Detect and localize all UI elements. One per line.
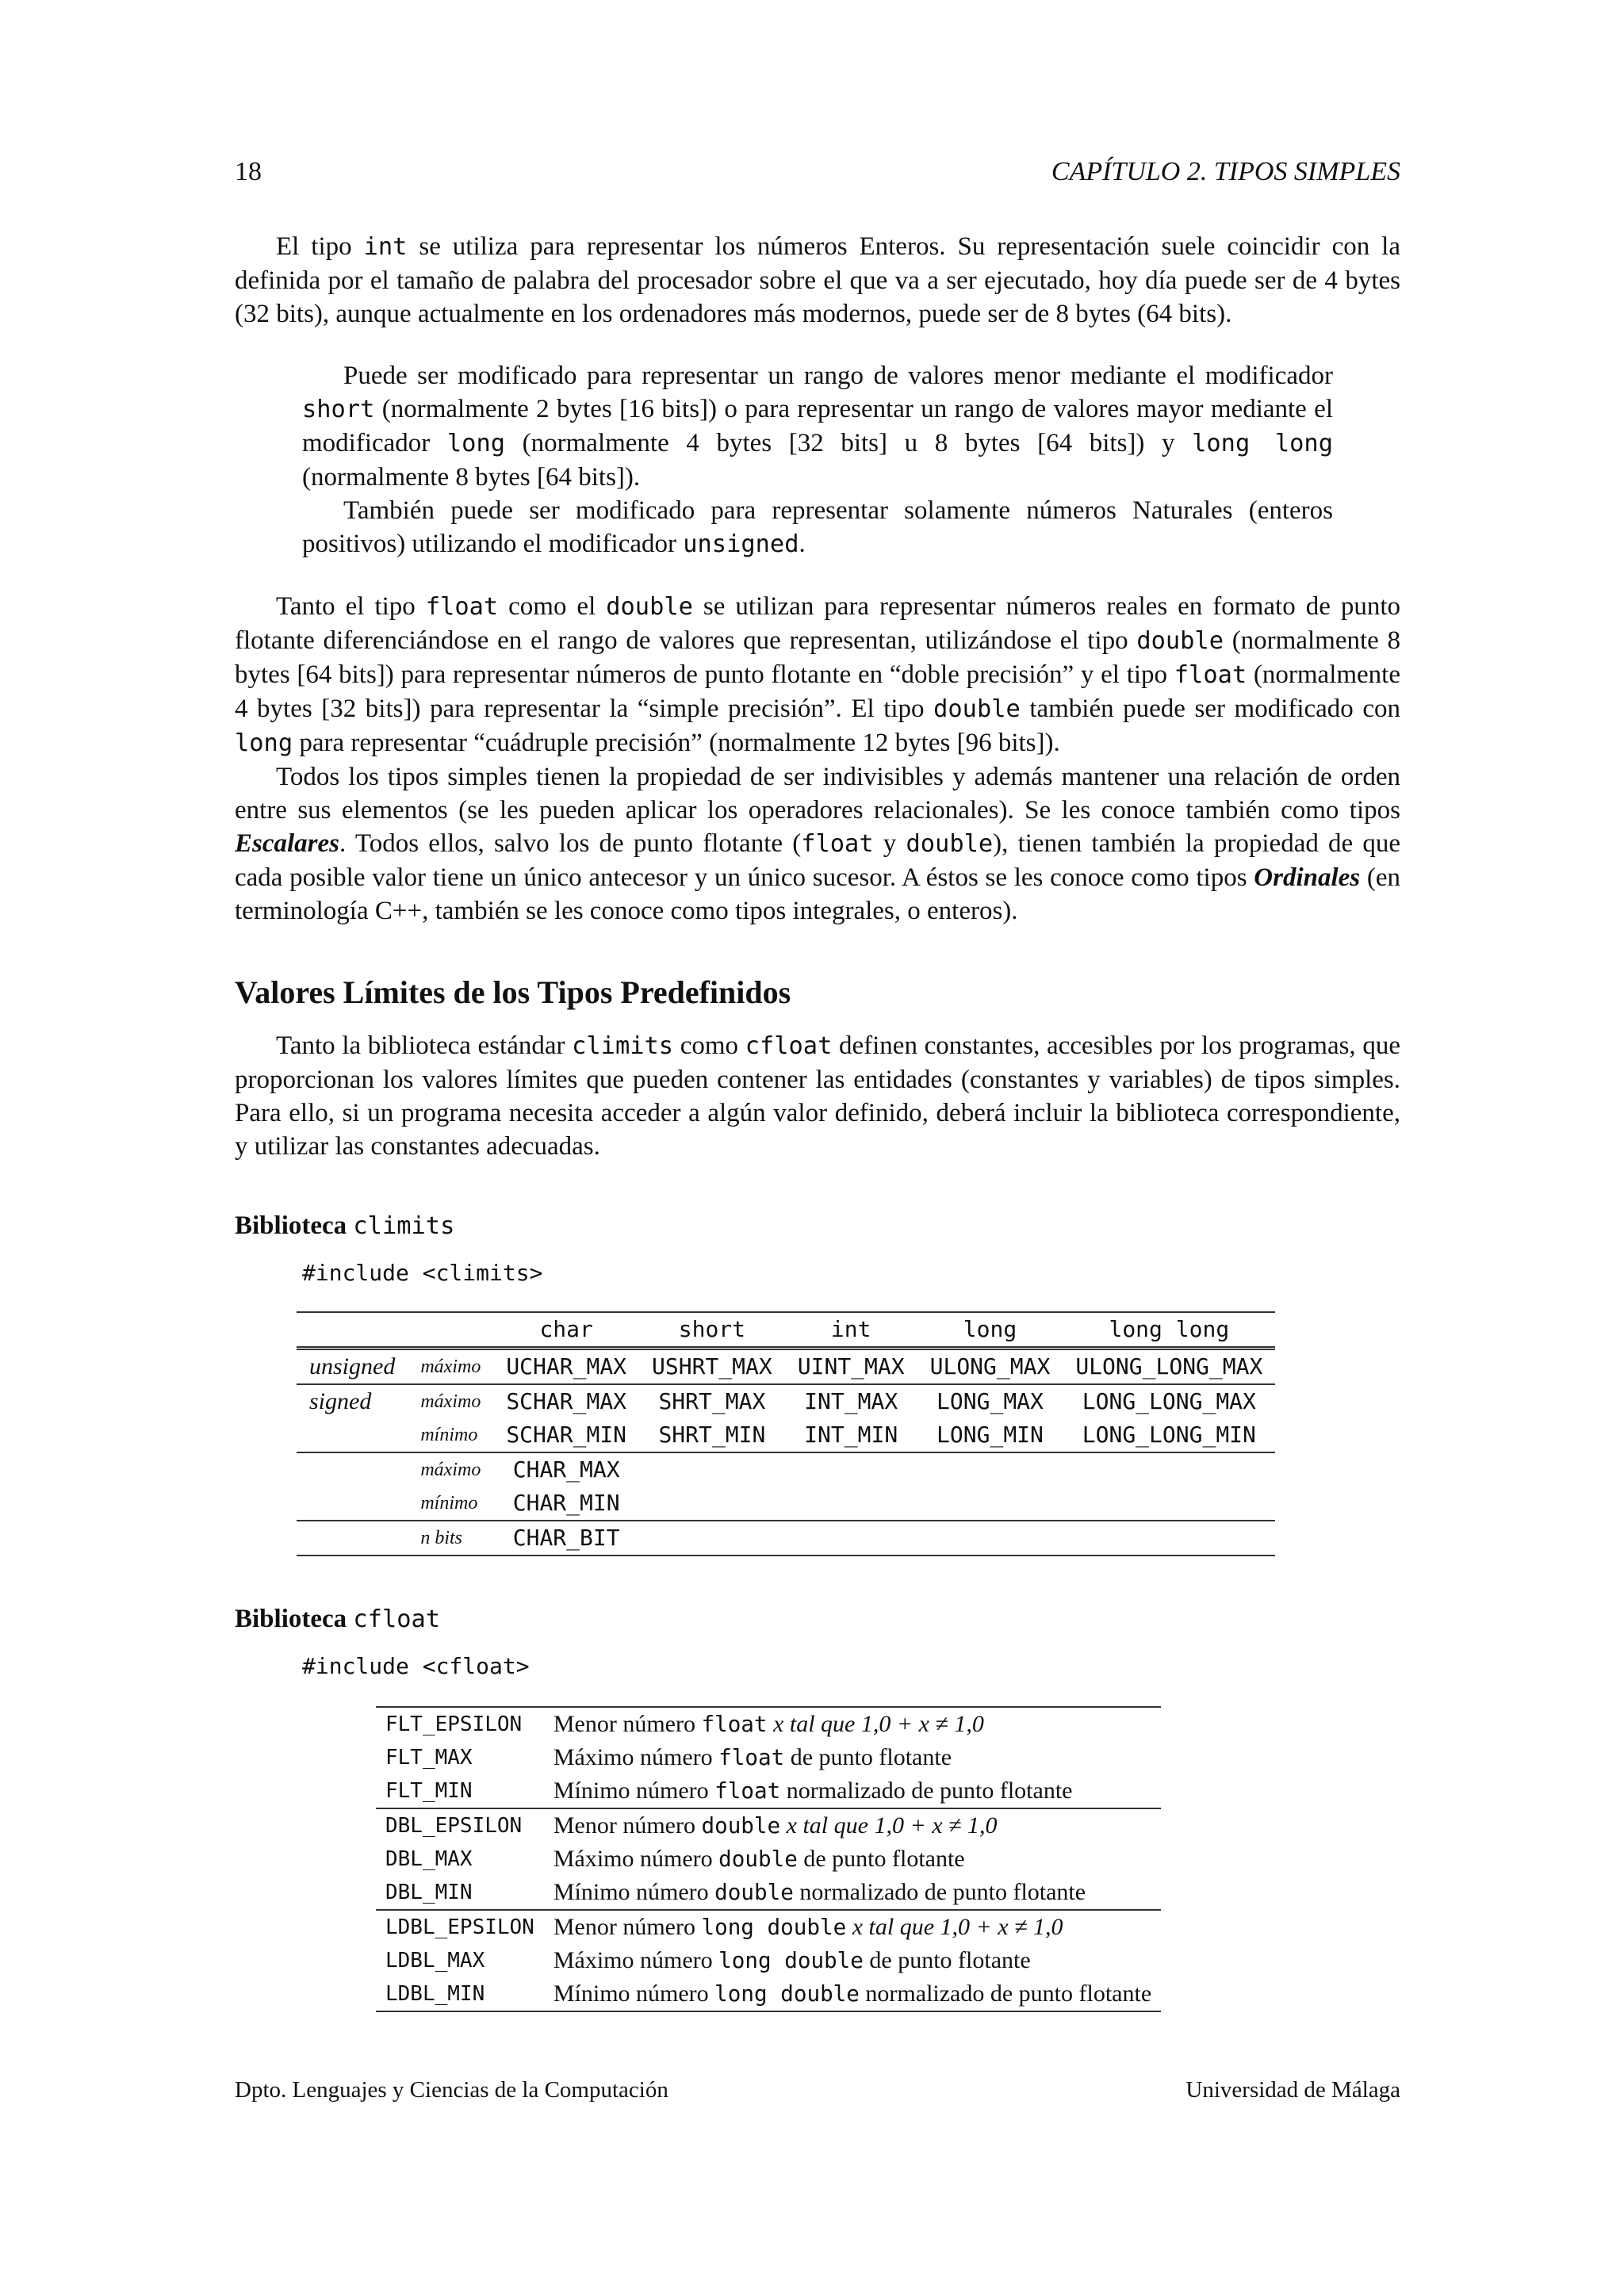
table-row: FLT_MAX Máximo número float de punto flotante xyxy=(385,1744,952,1770)
table-row: n bits CHAR_BIT xyxy=(297,1521,1275,1556)
table-row: unsigned máximo UCHAR_MAX USHRT_MAX UINT_MAX ULONG_MAX ULONG_LONG_MAX xyxy=(297,1349,1275,1385)
section-title: Valores Límites de los Tipos Predefinidos xyxy=(235,974,791,1010)
table-row: DBL_MAX Máximo número double de punto flotante xyxy=(385,1846,965,1872)
footer-university: Universidad de Málaga xyxy=(1185,2077,1400,2103)
table-row: FLT_EPSILON Menor número float x tal que 1,0 + x ≠ 1,0 xyxy=(376,1707,1161,1741)
paragraph-int: El tipo int se utiliza para representar los números Enteros. Su representación suele coincidir con la definida por el tamaño de palabra del procesador sobre el que va a ser ejecutado, hoy día puede ser de 4 bytes (32 bits), aunque actualmente en los ordenadores más modernos, puede ser de 8 bytes (64 bits). xyxy=(235,232,1400,328)
cfloat-heading: Biblioteca cfloat xyxy=(235,1605,441,1633)
climits-header-row xyxy=(297,1312,1275,1349)
climits-heading: Biblioteca climits xyxy=(235,1211,455,1240)
column-header: short xyxy=(639,1312,785,1349)
column-header: long xyxy=(917,1312,1063,1349)
chapter-title: CAPÍTULO 2. TIPOS SIMPLES xyxy=(1051,157,1400,186)
climits-include: #include <climits> xyxy=(302,1260,543,1286)
climits-table xyxy=(297,1311,1275,1556)
cfloat-table xyxy=(376,1706,1161,2012)
table-row: mínimo SCHAR_MIN SHRT_MIN INT_MIN LONG_MIN LONG_LONG_MIN xyxy=(297,1418,1275,1452)
paragraph-float: Tanto el tipo float como el double se utilizan para representar números reales en formato de punto flotante diferenciándose en el rango de valores que representan, utilizándose el tipo double (normalmente 8 bytes [64 bits]) para representar números de punto flotante en “doble precisión” y el tipo float (normalmente 4 bytes [32 bits]) para representar la “simple precisión”. El tipo double también puede ser modificado con long para representar “cuádruple precisión” (normalmente 12 bytes [96 bits]). xyxy=(235,592,1401,757)
footer-department: Dpto. Lenguajes y Ciencias de la Computación xyxy=(235,2077,668,2103)
table-row: LDBL_MAX Máximo número long double de punto flotante xyxy=(385,1947,1031,1973)
table-row: mínimo CHAR_MIN xyxy=(297,1487,1275,1521)
paragraph-limits: Tanto la biblioteca estándar climits como cfloat definen constantes, accesibles por los programas, que proporcionan los valores límites que pueden contener las entidades (constantes y variables) de tipos simples. Para ello, si un programa necesita acceder a algún valor definido, deberá incluir la biblioteca correspondiente, y utilizar las constantes adecuadas. xyxy=(235,1031,1400,1161)
table-row: LDBL_MIN Mínimo número long double normalizado de punto flotante xyxy=(376,1977,1161,2011)
quote-paragraph-modifiers: Puede ser modificado para representar un rango de valores menor mediante el modificador short (normalmente 2 bytes [16 bits]) o para representar un rango de valores mayor mediante el modificador long (normalmente 4 bytes [32 bits] u 8 bytes [64 bits]) y long long (normalmente 8 bytes [64 bits]). xyxy=(302,362,1333,492)
table-row: DBL_MIN Mínimo número double normalizado de punto flotante xyxy=(385,1879,1086,1905)
column-header: long long xyxy=(1063,1312,1275,1349)
table-row: signed máximo SCHAR_MAX SHRT_MAX INT_MAX LONG_MAX LONG_LONG_MAX xyxy=(309,1388,1256,1414)
column-header: int xyxy=(785,1312,917,1349)
table-row: DBL_EPSILON Menor número double x tal que 1,0 + x ≠ 1,0 xyxy=(376,1808,1161,1843)
quote-block xyxy=(302,359,1333,561)
page-number: 18 xyxy=(235,157,262,186)
table-row: LDBL_EPSILON Menor número long double x tal que 1,0 + x ≠ 1,0 xyxy=(376,1910,1161,1944)
cfloat-include: #include <cfloat> xyxy=(302,1653,530,1679)
page-body xyxy=(235,230,1400,2012)
table-row: máximo CHAR_MAX xyxy=(420,1456,620,1483)
quote-paragraph-unsigned: También puede ser modificado para representar solamente números Naturales (enteros positivos) utilizando el modificador unsigned. xyxy=(302,496,1333,558)
paragraph-scalars: Todos los tipos simples tienen la propiedad de ser indivisibles y además mantener una relación de orden entre sus elementos (se les pueden aplicar los operadores relacionales). Se les conoce también como tipos Escalares. Todos ellos, salvo los de punto flotante (float y double), tienen también la propiedad de que cada posible valor tiene un único antecesor y un único sucesor. A éstos se les conoce como tipos Ordinales (en terminología C++, también se les conoce como tipos integrales, o enteros). xyxy=(235,763,1401,925)
table-row: FLT_MIN Mínimo número float normalizado de punto flotante xyxy=(385,1777,1073,1804)
column-header: char xyxy=(493,1312,639,1349)
